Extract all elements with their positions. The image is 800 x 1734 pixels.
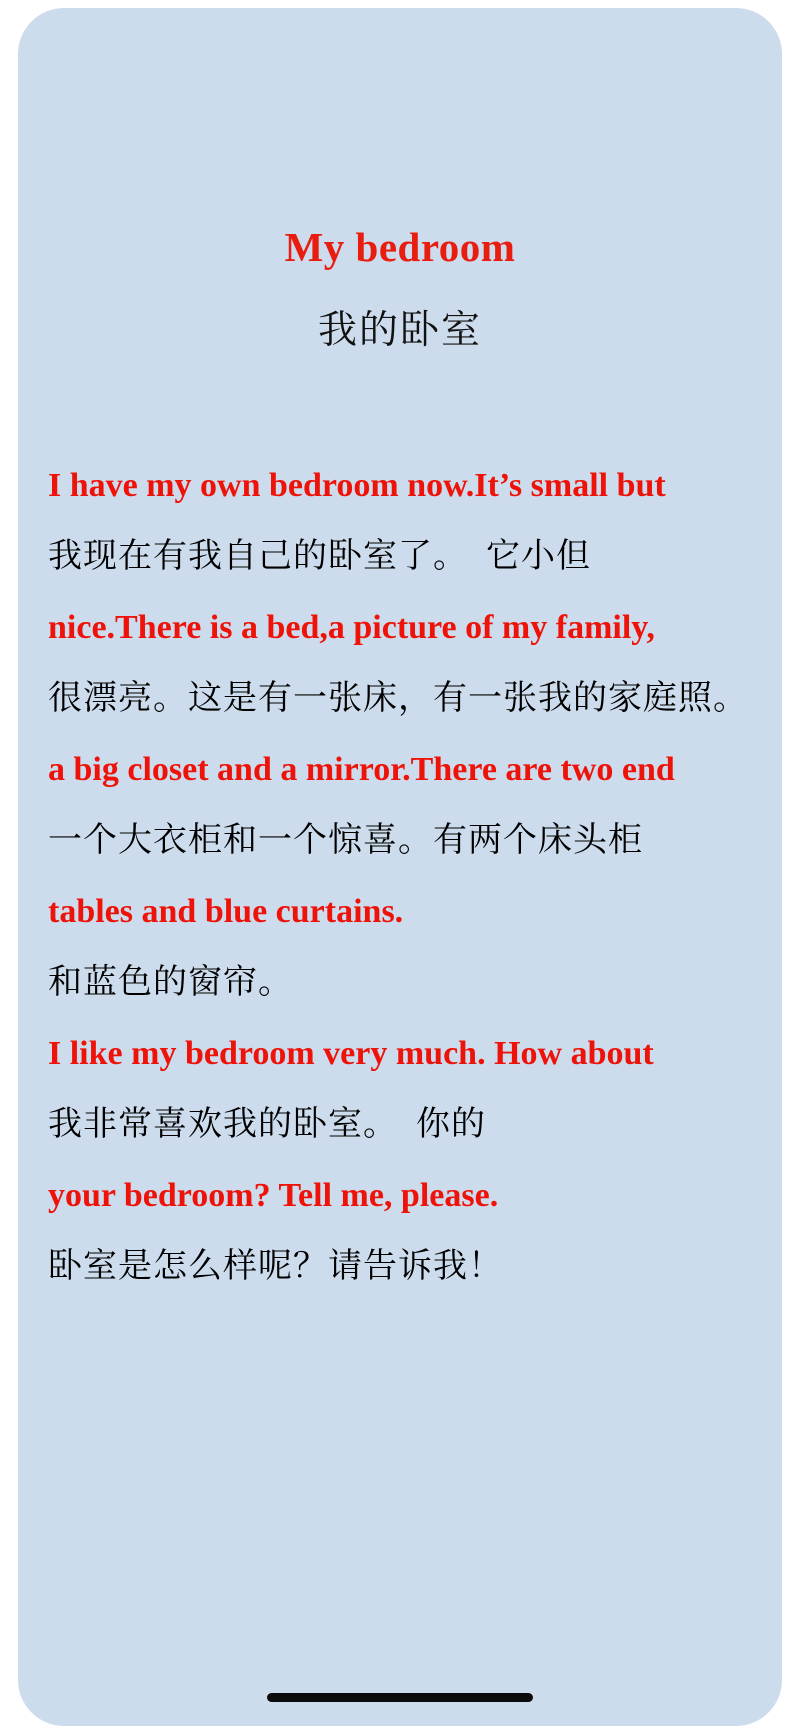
text-line-chinese: 和蓝色的窗帘。: [48, 962, 293, 1002]
home-indicator[interactable]: [267, 1693, 533, 1702]
text-line-english: your bedroom? Tell me, please.: [48, 1177, 499, 1214]
text-line-chinese: 很漂亮。这是有一张床，有一张我的家庭照。: [48, 678, 748, 718]
text-line-english: a big closet and a mirror.There are two end: [48, 751, 675, 788]
bilingual-text-body: [18, 355, 782, 1302]
document-page: [18, 8, 782, 1726]
phone-frame: [18, 8, 782, 1726]
text-line-chinese: 我非常喜欢我的卧室。 你的: [48, 1104, 486, 1144]
text-line-chinese: 一个大衣柜和一个惊喜。有两个床头柜: [48, 820, 643, 860]
text-line-english: I like my bedroom very much. How about: [48, 1035, 654, 1072]
text-line-english: nice.There is a bed,a picture of my family,: [48, 609, 655, 646]
page-title-chinese: 我的卧室: [317, 308, 482, 353]
text-line-english: I have my own bedroom now.It’s small but: [48, 467, 666, 504]
text-line-chinese: 我现在有我自己的卧室了。 它小但: [48, 536, 591, 576]
text-line-chinese: 卧室是怎么样呢？请告诉我！: [48, 1246, 503, 1286]
page-title-english: My bedroom: [284, 224, 516, 270]
text-line-english: tables and blue curtains.: [48, 893, 404, 930]
